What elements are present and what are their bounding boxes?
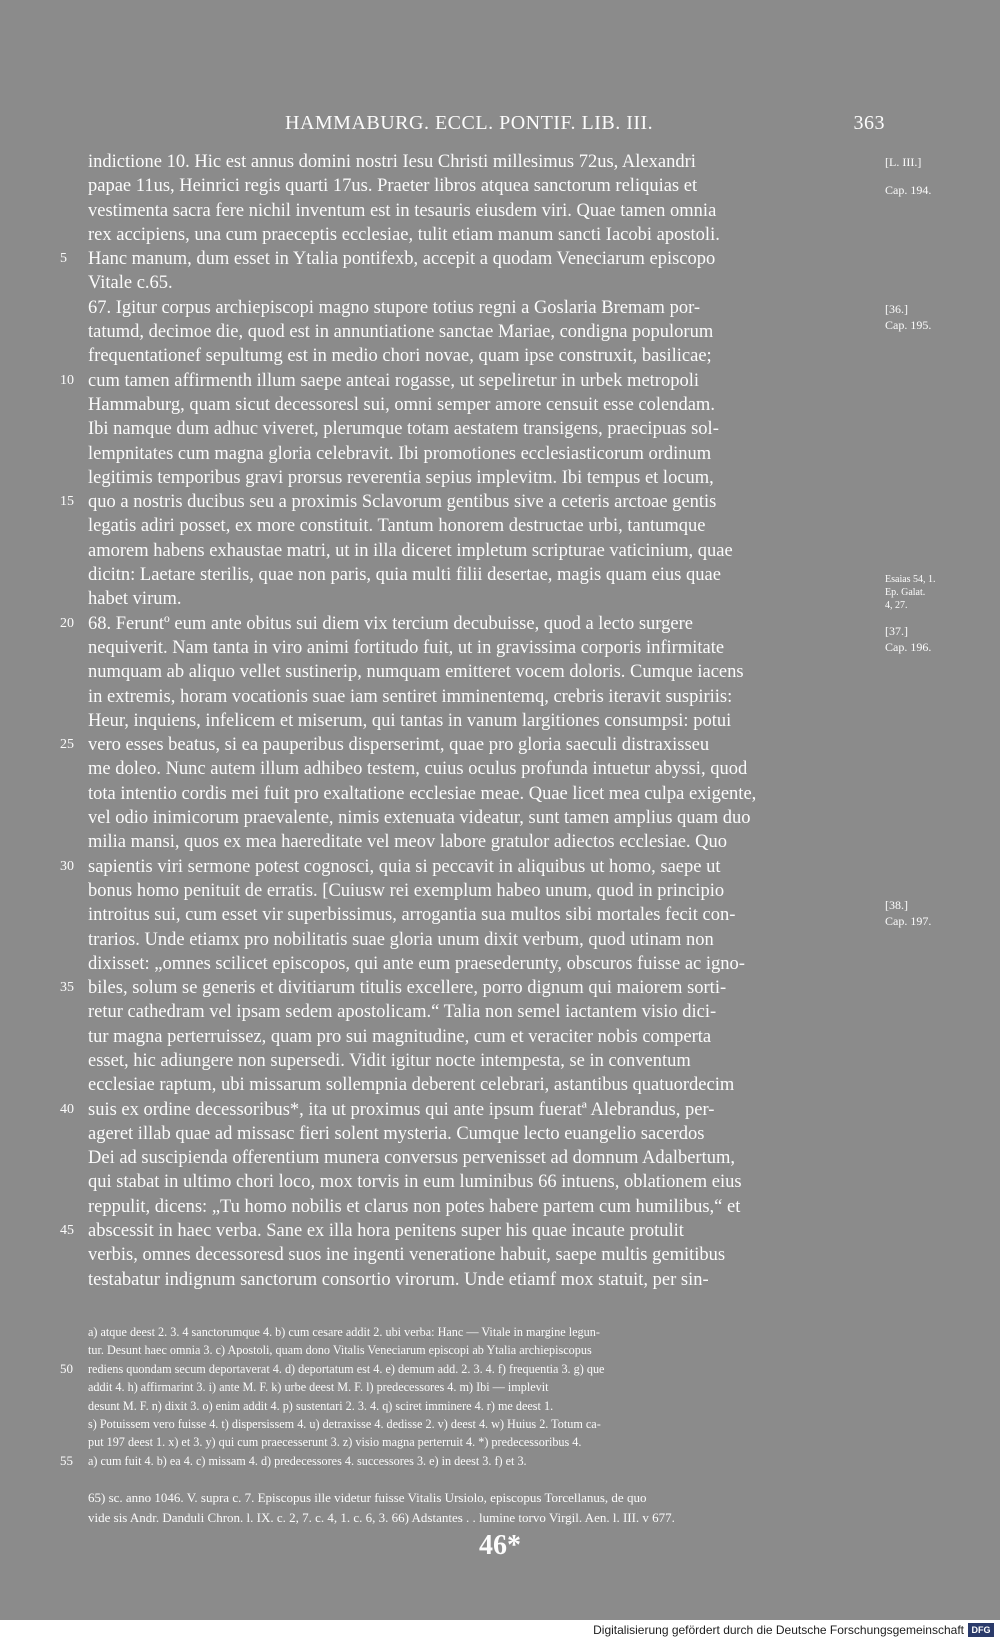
- text-line: 67. Igitur corpus archiepiscopi magno stupore totius regni a Goslaria Bremam por-: [88, 297, 701, 318]
- text-line: esset, hic adiungere non supersedi. Vidit igitur nocte intempesta, se in conventum: [88, 1050, 691, 1071]
- text-line: suis ex ordine decessoribus*, ita ut proximus qui ante ipsum fueratª Alebrandus, per-: [88, 1099, 715, 1120]
- note-line: a) atque deest 2. 3. 4 sanctorumque 4. b) cum cesare addit 2. ubi verba: Hanc — Vitale in margine legun-: [88, 1325, 600, 1339]
- text-line: in extremis, horam vocationis suae iam sentiret imminentemq, crebris iteravit suspiriis:: [88, 686, 733, 707]
- note-line: desunt M. F. n) dixit 3. o) enim addit 4. p) sustentari 2. 3. 4. q) sciret imminere 4. r) me deest 1.: [88, 1398, 554, 1413]
- commentary-line: vide sis Andr. Danduli Chron. l. IX. c. 2, 7. c. 4, 1. c. 6, 3. 66) Adstantes . . lumine torvo Virgil. Aen. l. III. v 677.: [88, 1510, 675, 1525]
- text-line: retur cathedram vel ipsam sedem apostolicam.“ Talia non semel iactantem visio dici-: [88, 1002, 717, 1023]
- margin-note: Cap. 194.: [885, 183, 932, 197]
- text-line: sapientis viri sermone potest cognosci, quia si peccavit in aliquibus ut homo, saepe ut: [88, 856, 721, 877]
- note-line: put 197 deest 1. x) et 3. y) qui cum praecesserunt 3. z) visio magna perterruit 4. *) predecessoribus 4.: [88, 1435, 582, 1450]
- text-line: ageret illab quae ad missasc fieri solent mysteria. Cumque lecto euangelio sacerdos: [88, 1123, 705, 1144]
- text-line: biles, solum se generis et divitiarum titulis excellere, porro dignum qui maiorem sorti-: [88, 978, 727, 999]
- text-line: milia mansi, quos ex mea haereditate vel meov labore gratulor adiectos ecclesiae. Quo: [88, 832, 728, 853]
- text-line: dicitn: Laetare sterilis, quae non paris, quia multi filii desertae, magis quam eius quae: [88, 565, 721, 586]
- margin-note: [L. III.]: [885, 155, 922, 169]
- text-line: Hanc manum, dum esset in Ytalia pontifexb, accepit a quodam Veneciarum episcopo: [88, 249, 716, 270]
- text-line: amorem habens exhaustae matri, ut in illa diceret impletum scripturae vaticinium, quae: [88, 540, 733, 561]
- commentary-line: 65) sc. anno 1046. V. supra c. 7. Episcopus ille videtur fuisse Vitalis Ursiolo, episcopus Torcellanus, de quo: [88, 1490, 647, 1505]
- margin-note: 4, 27.: [885, 600, 908, 611]
- running-title: HAMMABURG. ECCL. PONTIF. LIB. III.: [285, 112, 654, 134]
- margin-note: Cap. 195.: [885, 318, 932, 332]
- margin-note: Ep. Galat.: [885, 587, 926, 598]
- text-line: reppulit, dicens: „Tu homo nobilis et clarus non potes habere partem cum humilibus,“ et: [88, 1196, 741, 1217]
- text-line: habet virum.: [88, 589, 182, 610]
- text-line: bonus homo penituit de erratis. [Cuiusw rei exemplum habeo unum, quod in principio: [88, 880, 725, 901]
- text-line: legitimis temporibus gravi prorsus reverentia sepius implevitm. Ibi tempus et locum,: [88, 467, 714, 488]
- text-line: vestimenta sacra fere nichil inventum est in tesauris eiusdem viri. Quae tamen omnia: [88, 200, 717, 221]
- text-line: testabatur indignum sanctorum consortio virorum. Unde etiamf mox statuit, per sin-: [88, 1269, 709, 1290]
- signature-mark: 46*: [479, 1530, 521, 1561]
- text-line: me doleo. Nunc autem illum adhibeo testem, cuius oculus profunda intuetur abyssi, quod: [88, 759, 748, 780]
- margin-note: Cap. 197.: [885, 914, 932, 928]
- text-line: indictione 10. Hic est annus domini nostri Iesu Christi millesimus 72us, Alexandri: [88, 152, 696, 172]
- funding-credit: Digitalisierung gefördert durch die Deutsche Forschungsgemeinschaft: [593, 1623, 964, 1637]
- text-line: papae 11us, Heinrici regis quarti 17us. Praeter libros atquea sanctorum reliquias et: [88, 176, 698, 197]
- note-line: s) Potuissem vero fuisse 4. t) dispersissem 4. u) detraxisse 4. dedisse 2. v) deest 4. w) Huius 2. Totum ca-: [88, 1416, 601, 1431]
- text-line: Hammaburg, quam sicut decessoresl sui, omni semper amore censuit esse colendam.: [88, 394, 715, 415]
- note-line: addit 4. h) affirmarint 3. i) ante M. F. k) urbe deest M. F. l) predecessores 4. m) Ibi — implevit: [88, 1380, 549, 1395]
- text-line: Vitale c.65.: [88, 273, 173, 294]
- page-header: [85, 112, 885, 142]
- line-number: 30: [60, 859, 74, 874]
- line-number: 5: [60, 251, 67, 266]
- text-line: introitus sui, cum esset vir superbissimus, arrogantia sua multos sibi mortales fecit con-: [88, 905, 736, 926]
- text-line: cum tamen affirmenth illum saepe anteai rogasse, ut sepeliretur in urbek metropoli: [88, 370, 699, 391]
- text-line: trarios. Unde etiamx pro nobilitatis suae gloria unum dixit verbum, quod utinam non: [88, 929, 714, 950]
- line-number: 45: [60, 1223, 74, 1238]
- line-number: 20: [60, 616, 74, 631]
- line-number: 15: [60, 494, 74, 509]
- line-number: 35: [60, 980, 74, 995]
- critical-apparatus: [88, 1323, 880, 1470]
- text-line: Dei ad suscipienda offerentium munera conversus pervenisset ad domnum Adalbertum,: [88, 1148, 735, 1169]
- page-number: 363: [853, 112, 885, 134]
- text-line: frequentationef sepultumg est in medio chori novae, quam ipse construxit, basilicae;: [88, 346, 712, 367]
- line-number: 10: [60, 373, 74, 388]
- text-line: tatumd, decimoe die, quod est in annuntiatione sanctae Mariae, condigna populorum: [88, 322, 714, 343]
- line-number: 50: [60, 1361, 73, 1376]
- line-number: 40: [60, 1102, 74, 1117]
- note-line: tur. Desunt haec omnia 3. c) Apostoli, quam dono Vitalis Veneciarum episcopi ab Ytalia archiepiscopus: [88, 1343, 592, 1358]
- text-line: quo a nostris ducibus seu a proximis Sclavorum gentibus sive a ceteris arctoae gentis: [88, 492, 717, 513]
- text-line: lempnitates cum magna gloria celebravit. Ibi promotiones ecclesiasticorum ordinum: [88, 443, 712, 464]
- text-line: nequiverit. Nam tanta in viro animi fortitudo fuit, ut in gravissima corporis infirmitate: [88, 637, 725, 658]
- text-line: vero esses beatus, si ea pauperibus disperserimt, quae pro gloria saeculi distraxisseu: [88, 735, 710, 756]
- text-line: vel odio inimicorum praevalente, nimis extenuata videatur, sunt tamen amplius quam duo: [88, 808, 751, 829]
- footer-bar: [0, 1620, 1000, 1641]
- text-line: verbis, omnes decessoresd suos ine ingenti veneratione habuit, saepe multis gemitibus: [88, 1245, 726, 1266]
- main-text: [88, 150, 880, 1292]
- text-line: tur magna perterruissez, quam pro sui magnitudine, cum et veraciter nobis comperta: [88, 1026, 712, 1047]
- text-line: Ibi namque dum adhuc viveret, plerumque totam aestatem transigens, praecipuas sol-: [88, 419, 719, 440]
- note-line: a) cum fuit 4. b) ea 4. c) missam 4. d) predecessores 4. successores 3. e) in deest 3. f) et 3.: [88, 1453, 527, 1468]
- text-line: dixisset: „omnes scilicet episcopos, qui ante eum praesederunty, obscuros fuisse ac igno-: [88, 953, 745, 974]
- text-line: qui stabat in ultimo chori loco, mox torvis in eum luminibus 66 intuens, oblationem eius: [88, 1172, 742, 1193]
- text-line: abscessit in haec verba. Sane ex illa hora penitens super his quae incaute protulit: [88, 1221, 684, 1242]
- text-line: numquam ab aliquo vellet sustinerip, numquam emitteret vocem doloris. Cumque iacens: [88, 662, 744, 683]
- text-line: legatis adiri posset, ex more constituit. Tantum honorem destructae urbi, tantumque: [88, 516, 706, 537]
- margin-note: [37.]: [885, 624, 908, 638]
- dfg-logo: DFG: [968, 1623, 994, 1637]
- text-line: rex accipiens, una cum praeceptis ecclesiae, tulit etiam manum sancti Iacobi apostoli.: [88, 224, 720, 245]
- text-line: ecclesiae raptum, ubi missarum sollempnia deberent celebrari, astantibus quatuordecim: [88, 1075, 735, 1096]
- margin-note: [36.]: [885, 302, 908, 316]
- margin-note: Cap. 196.: [885, 640, 932, 654]
- margin-note: Esaias 54, 1.: [885, 574, 936, 585]
- text-line: 68. Feruntº eum ante obitus sui diem vix tercium decubuisse, quod a lecto surgere: [88, 613, 693, 634]
- margin-note: [38.]: [885, 898, 908, 912]
- text-line: Heur, inquiens, infelicem et miserum, qui tantas in vanum largitiones consumpsi: potui: [88, 710, 732, 731]
- commentary-notes: [88, 1488, 880, 1528]
- text-line: tota intentio cordis mei fuit pro exaltatione ecclesiae meae. Quae licet mea culpa exigente,: [88, 783, 757, 804]
- line-number: 55: [60, 1453, 73, 1468]
- note-line: rediens quondam secum deportaverat 4. d) deportatum est 4. e) demum add. 2. 3. 4. f) frequentia 3. g) que: [88, 1361, 605, 1376]
- line-number: 25: [60, 737, 74, 752]
